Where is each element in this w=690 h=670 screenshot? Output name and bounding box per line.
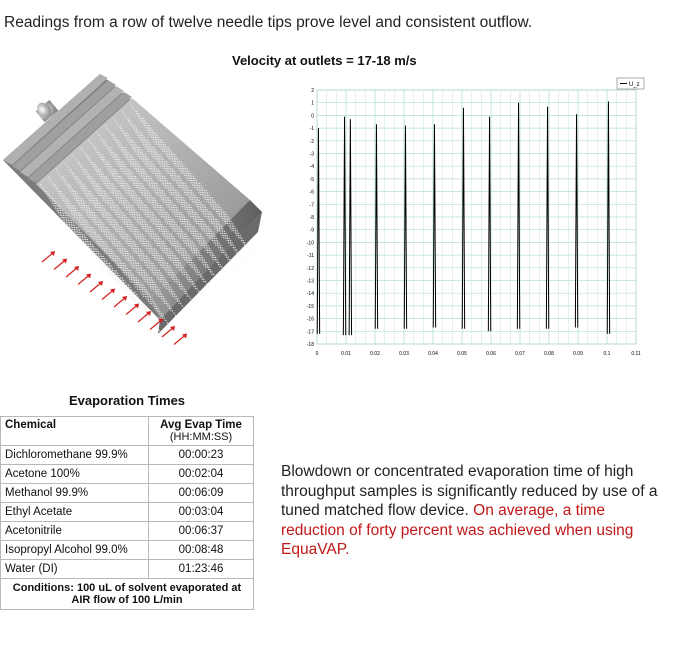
- evap-row: [1, 484, 254, 503]
- chemical-name: Dichloromethane 99.9%: [1, 446, 149, 465]
- y-tick-label: -17: [306, 329, 314, 336]
- y-tick-label: -5: [309, 176, 314, 183]
- col-chemical-header: Chemical: [1, 417, 149, 446]
- evap-time: 00:02:04: [149, 465, 254, 484]
- chemical-name: Ethyl Acetate: [1, 503, 149, 522]
- x-tick-label: 0.03: [399, 351, 409, 357]
- x-tick-label: 0.05: [457, 351, 467, 357]
- y-tick-label: -8: [309, 215, 314, 221]
- y-tick-label: -1: [309, 126, 314, 133]
- legend-label-uz: U_z: [629, 82, 640, 88]
- evap-time: 00:06:37: [149, 522, 254, 541]
- chemical-name: Isopropyl Alcohol 99.0%: [1, 541, 149, 560]
- y-tick-label: -7: [309, 202, 314, 209]
- chart-legend: [617, 78, 644, 89]
- evap-row: [1, 503, 254, 522]
- x-tick-label: 0: [315, 351, 319, 357]
- evap-time: 00:00:23: [149, 446, 254, 465]
- evap-row: [1, 465, 254, 484]
- y-tick-label: 1: [311, 100, 314, 107]
- x-tick-labels: [316, 351, 641, 357]
- evap-time: 00:03:04: [149, 503, 254, 522]
- chemical-name: Methanol 99.9%: [1, 484, 149, 503]
- x-tick-label: 0.1: [603, 351, 611, 357]
- evap-time: 00:06:09: [149, 484, 254, 503]
- chemical-name: Acetonitrile: [1, 522, 149, 541]
- x-tick-label: 0.11: [631, 351, 641, 357]
- conditions-note: Conditions: 100 uL of solvent evaporated at AIR flow of 100 L/min: [1, 579, 254, 610]
- evap-table-title: Evaporation Times: [68, 393, 186, 408]
- y-tick-label: -9: [309, 227, 314, 234]
- evap-time: 00:08:48: [149, 541, 254, 560]
- x-tick-label: 0.09: [573, 351, 583, 357]
- y-tick-labels: [307, 88, 314, 348]
- y-tick-label: -10: [306, 240, 314, 247]
- y-tick-label: -12: [306, 265, 314, 272]
- summary-text: Blowdown or concentrated evaporation time of high throughput samples is significantly reduced by use of a tuned matched flow device.: [281, 463, 658, 519]
- evap-row: [1, 522, 254, 541]
- evap-row: [1, 560, 254, 579]
- y-tick-label: -18: [306, 342, 314, 348]
- y-tick-label: -15: [306, 303, 314, 310]
- x-tick-label: 0.07: [515, 351, 525, 357]
- evap-table-header: [1, 417, 254, 446]
- velocity-title: Velocity at outlets = 17-18 m/s: [232, 53, 417, 68]
- col-evap-time-units: (HH:MM:SS): [169, 431, 233, 443]
- y-tick-label: -6: [309, 189, 314, 196]
- evap-table: [0, 416, 254, 610]
- evap-table-body: [1, 446, 254, 579]
- y-tick-label: -4: [309, 164, 314, 171]
- velocity-chart: [300, 75, 645, 360]
- y-tick-label: -11: [307, 253, 314, 260]
- y-tick-label: -3: [309, 151, 314, 158]
- x-tick-label: 0.01: [341, 351, 351, 357]
- evap-row: [1, 541, 254, 560]
- y-tick-label: -2: [309, 138, 314, 145]
- x-tick-label: 0.06: [486, 351, 496, 357]
- y-tick-label: -16: [306, 316, 314, 323]
- manifold-illustration: [0, 70, 270, 380]
- y-tick-label: 2: [311, 88, 314, 94]
- chart-grid: [317, 90, 636, 344]
- chemical-name: Acetone 100%: [1, 465, 149, 484]
- x-tick-label: 0.02: [370, 351, 380, 357]
- evap-time: 01:23:46: [149, 560, 254, 579]
- summary-highlight: On average, a time reduction of forty percent was achieved when using EquaVAP.: [281, 502, 634, 558]
- y-tick-label: 0: [311, 113, 314, 120]
- col-evap-time-header: [149, 417, 254, 446]
- y-tick-label: -13: [306, 278, 314, 285]
- evap-row: [1, 446, 254, 465]
- chemical-name: Water (DI): [1, 560, 149, 579]
- x-tick-label: 0.08: [544, 351, 554, 357]
- conditions-row: [1, 579, 254, 610]
- y-tick-label: -14: [306, 291, 314, 298]
- intro-text: Readings from a row of twelve needle tips prove level and consistent outflow.: [4, 14, 533, 31]
- summary-paragraph: [281, 462, 671, 560]
- x-tick-label: 0.04: [428, 351, 438, 357]
- col-evap-time-label: Avg Evap Time: [160, 419, 242, 431]
